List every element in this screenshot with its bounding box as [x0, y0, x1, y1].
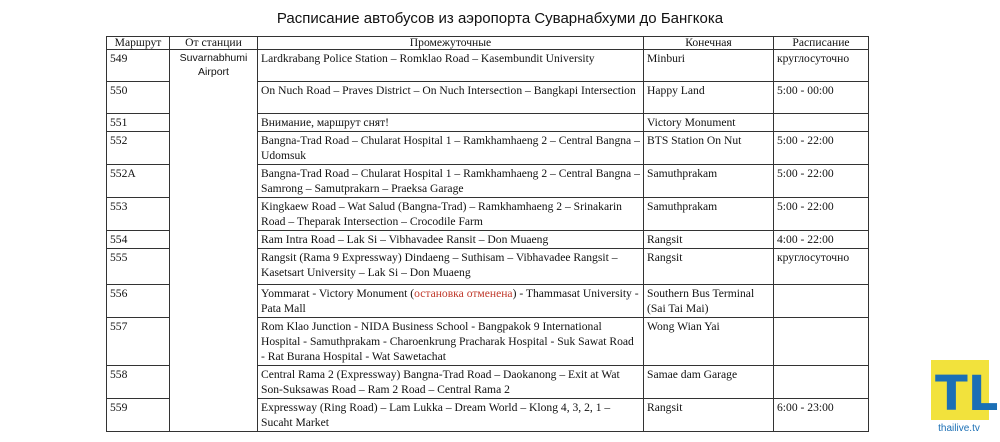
route-number: 552A	[107, 165, 170, 198]
route-terminal: Wong Wian Yai	[644, 318, 774, 366]
stop-cancelled-note: остановка отменена	[414, 287, 513, 300]
route-number: 555	[107, 249, 170, 285]
table-header-row	[107, 37, 869, 50]
route-schedule: 6:00 - 23:00	[774, 399, 869, 432]
route-number: 559	[107, 399, 170, 432]
route-stops: Rangsit (Rama 9 Expressway) Dindaeng – Suthisam – Vibhavadee Rangsit – Kasetsart University – Lak Si – Don Muaeng	[258, 249, 644, 285]
route-terminal: Victory Monument	[644, 114, 774, 132]
tl-logo-icon	[931, 360, 999, 422]
route-stops: Expressway (Ring Road) – Lam Lukka – Dream World – Klong 4, 3, 2, 1 – Sucaht Market	[258, 399, 644, 432]
route-stops: Bangna-Trad Road – Chularat Hospital 1 – Ramkhamhaeng 2 – Central Bangna – Samrong – Samutprakarn – Praeksa Garage	[258, 165, 644, 198]
route-schedule: круглосуточно	[774, 50, 869, 82]
route-schedule: 4:00 - 22:00	[774, 231, 869, 249]
route-stops: Rom Klao Junction - NIDA Business School - Bangpakok 9 International Hospital - Samuthprakam - Charoenkrung Pracharak Hospital - Suk Sawat Road - Rat Burana Hospital - Wat Sawetachat	[258, 318, 644, 366]
route-stops: Ram Intra Road – Lak Si – Vibhavadee Ransit – Don Muaeng	[258, 231, 644, 249]
route-schedule	[774, 285, 869, 318]
route-schedule	[774, 114, 869, 132]
route-terminal: Rangsit	[644, 231, 774, 249]
route-schedule	[774, 366, 869, 399]
stops-text: ) - Thammasat University - Pata Mall	[261, 287, 639, 315]
route-terminal: Southern Bus Terminal (Sai Tai Mai)	[644, 285, 774, 318]
route-stops	[258, 285, 644, 318]
bus-schedule-table	[106, 36, 869, 432]
logo-letters: TL	[935, 366, 999, 422]
page-title: Расписание автобусов из аэропорта Суварнабхуми до Бангкока	[276, 10, 724, 27]
header-route: Маршрут	[107, 37, 170, 50]
route-stops: Central Rama 2 (Expressway) Bangna-Trad Road – Daokanong – Exit at Wat Son-Suksawas Road – Ram 2 Road – Central Rama 2	[258, 366, 644, 399]
route-schedule: круглосуточно	[774, 249, 869, 285]
route-schedule: 5:00 - 22:00	[774, 198, 869, 231]
route-stops: On Nuch Road – Praves District – On Nuch Intersection – Bangkapi Intersection	[258, 82, 644, 114]
route-stops: Bangna-Trad Road – Chularat Hospital 1 – Ramkhamhaeng 2 – Central Bangna – Udomsuk	[258, 132, 644, 165]
route-stops: Lardkrabang Police Station – Romklao Road – Kasembundit University	[258, 50, 644, 82]
route-terminal: Happy Land	[644, 82, 774, 114]
route-terminal: Samae dam Garage	[644, 366, 774, 399]
route-terminal: Rangsit	[644, 399, 774, 432]
header-terminal: Конечная	[644, 37, 774, 50]
route-schedule	[774, 318, 869, 366]
route-schedule: 5:00 - 22:00	[774, 165, 869, 198]
stops-text: Yommarat - Victory Monument (	[261, 287, 415, 300]
header-intermediate: Промежуточные	[258, 37, 644, 50]
header-from-station: От станции	[170, 37, 258, 50]
table-row	[107, 50, 869, 82]
route-terminal: Samuthprakam	[644, 198, 774, 231]
route-number: 553	[107, 198, 170, 231]
route-number: 552	[107, 132, 170, 165]
route-stops: Kingkaew Road – Wat Salud (Bangna-Trad) – Ramkhamhaeng 2 – Srinakarin Road – Theparak Intersection – Crocodile Farm	[258, 198, 644, 231]
route-number: 550	[107, 82, 170, 114]
route-terminal: Rangsit	[644, 249, 774, 285]
route-terminal: BTS Station On Nut	[644, 132, 774, 165]
route-number: 551	[107, 114, 170, 132]
header-schedule: Расписание	[774, 37, 869, 50]
route-number: 557	[107, 318, 170, 366]
from-station: Suvarnabhumi Airport	[170, 50, 258, 432]
site-url: thailive.tv	[938, 423, 980, 434]
route-terminal: Samuthprakam	[644, 165, 774, 198]
route-schedule: 5:00 - 22:00	[774, 132, 869, 165]
route-number: 554	[107, 231, 170, 249]
route-number: 558	[107, 366, 170, 399]
route-number: 549	[107, 50, 170, 82]
route-number: 556	[107, 285, 170, 318]
site-logo	[931, 360, 999, 422]
route-stops: Внимание, маршрут снят!	[258, 114, 644, 132]
route-schedule: 5:00 - 00:00	[774, 82, 869, 114]
route-terminal: Minburi	[644, 50, 774, 82]
